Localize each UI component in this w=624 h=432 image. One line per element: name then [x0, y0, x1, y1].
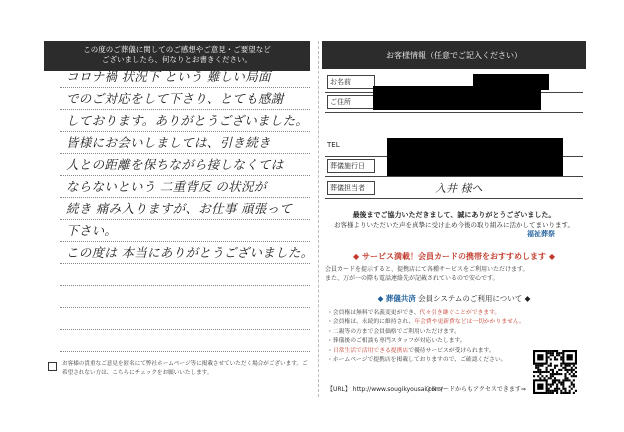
comment-line — [60, 66, 310, 88]
member-bullet: ・会員権は、永続的に維持され、年会費や更新費などは一切かかりません。 — [327, 319, 525, 326]
staff-value: 入井 様へ — [435, 182, 483, 195]
qr-code-icon[interactable] — [533, 350, 577, 394]
member-bullet: ・会員権は無料で名義変更ができ、代々引き継ぐことができます。 — [327, 310, 501, 316]
kyosai-rest: 会員システムのご利用について ◆ — [415, 294, 531, 303]
member-bullets — [327, 309, 527, 365]
field-label: ご住所 — [327, 95, 375, 109]
redacted-block — [373, 86, 541, 110]
handwritten-text: ならないという 二重背反 の状況が — [66, 179, 267, 194]
qr-note: ＱＲコードからもアクセスできます⇒ — [425, 386, 526, 393]
handwritten-text: 続き 痛み入りますが、お仕事 頑張って — [66, 201, 293, 216]
comment-line — [60, 242, 314, 264]
thanks-line: お客様よりいただいた声を真摯に受け止め今後の取り組みに活かしてまいります。 — [334, 221, 574, 229]
member-bullet: ・二親等の方まで会員価格でご利用いただけます。 — [327, 328, 460, 335]
perforation-divider — [318, 41, 319, 397]
service-body — [325, 265, 583, 283]
comment-line — [60, 198, 310, 220]
opt-out-checkbox[interactable] — [48, 362, 57, 371]
member-bullet: ・日常生活で活用できる提携店で優待サービスが受けられます。 — [327, 347, 495, 354]
comment-line — [60, 110, 310, 132]
handwritten-text: 皆様にお会いしましては、引き続き — [66, 135, 271, 150]
opt-out-note: お客様の貴重なご意見を匿名にて弊社ホームページ等に掲載させていただく場合がございます。ご希望されない方は、こちらにチェックをお願いいたします。 — [62, 361, 308, 376]
left-header-line: この度のご葬儀に関してのご感想やご意見・ご要望など — [83, 45, 271, 54]
thanks-line: 最後までご協力いただきまして、誠にありがとうございました。 — [352, 211, 556, 219]
comment-line — [60, 154, 310, 176]
handwritten-text: 下さい。 — [66, 223, 118, 238]
handwritten-text: この度は 本当にありがとうございました。 — [66, 245, 314, 260]
diamond-icon: ◆ — [377, 294, 384, 303]
member-bullet: ・葬儀後のご相談も専門スタッフが対応いたします。 — [327, 338, 466, 345]
comment-line — [60, 88, 310, 110]
customer-info-header: お客様情報（任意でご記入ください） — [322, 41, 586, 69]
handwritten-text: コロナ禍 状況下 という 難しい局面 — [66, 69, 271, 84]
field-address[interactable] — [325, 92, 583, 113]
kyosai-name: 葬儀共済 — [385, 294, 416, 303]
comment-line — [60, 132, 310, 154]
service-line: 会員カードを提示すると、提携店にて各種サービスをご利用いただけます。 — [325, 266, 529, 273]
field-label: 葬儀担当者 — [327, 181, 375, 195]
comment-line — [60, 176, 310, 198]
service-title: ◆ サービス満載！会員カードの携帯をおすすめします ◆ — [353, 252, 555, 261]
service-line: また、万が一の際も電話連絡先が記載されているので安心です。 — [325, 275, 499, 282]
field-funeral-date[interactable] — [325, 156, 583, 177]
comment-line — [60, 286, 310, 308]
field-label: 葬儀施行日 — [327, 159, 375, 173]
handwritten-text: 人との距離を保ちながら接しなくては — [66, 157, 284, 172]
website-url[interactable]: 【URL】 http://www.sougikyousai.com/ — [327, 386, 443, 393]
member-bullet: ・ホームページで提携店を掲載しておりますので、ご確認ください。 — [327, 357, 507, 364]
comment-line — [60, 308, 310, 330]
kyosai-title — [325, 293, 583, 304]
comment-line — [60, 330, 310, 352]
brand-logo: 福祉葬祭 — [527, 230, 555, 238]
comment-area[interactable] — [60, 66, 314, 352]
field-label: TEL — [327, 141, 340, 149]
redacted-block — [387, 138, 563, 176]
comment-line — [60, 264, 310, 286]
handwritten-text: でのご対応をして下さり、とても感謝 — [66, 91, 284, 106]
handwritten-text: しております。ありがとうございました。 — [66, 113, 309, 128]
field-staff[interactable] — [325, 178, 583, 199]
left-header-line: ございましたら、何なりとお書きください。 — [102, 55, 252, 64]
thanks-message — [325, 210, 583, 230]
comment-line — [60, 220, 310, 242]
field-label: お名前 — [327, 75, 375, 89]
